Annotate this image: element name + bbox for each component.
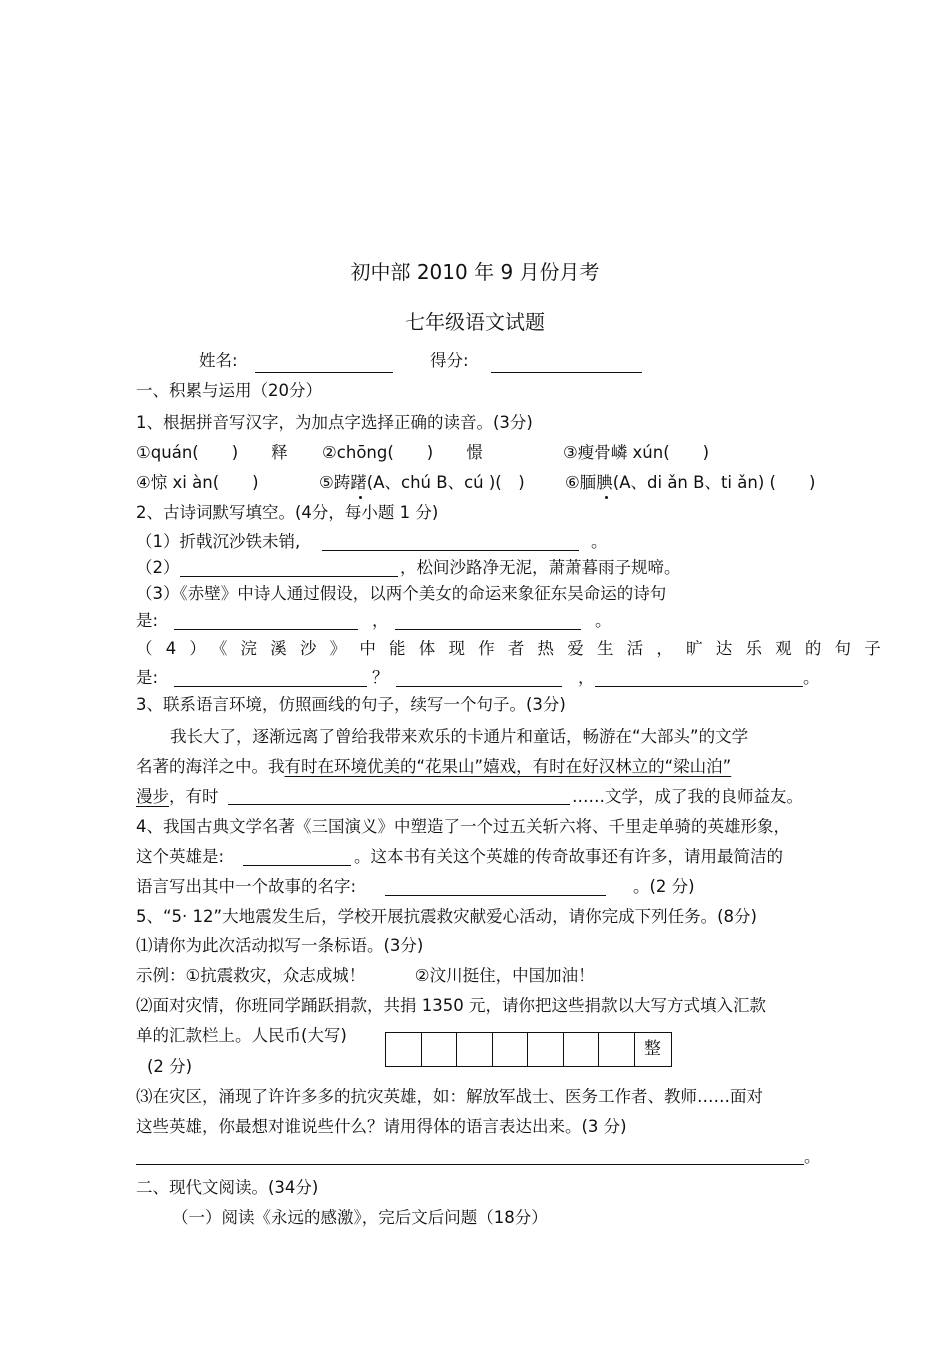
emphasis-dot	[605, 496, 608, 499]
q1-item-2: ②chōng( ) 憬	[322, 443, 483, 462]
emphasis-dot	[359, 496, 362, 499]
part1-heading: 一、积累与运用（20分）	[136, 381, 322, 400]
q1-item-4: ④惊 xi àn( )	[136, 473, 259, 492]
q3-underlined-model-end: 漫步	[136, 787, 169, 806]
q3-answer-blank[interactable]	[228, 803, 570, 805]
q2-s3-comma: ，	[372, 611, 389, 630]
q5-s3-line2: 这些英雄，你最想对谁说些什么？请用得体的语言表达出来。(3 分)	[136, 1117, 627, 1136]
amount-box[interactable]	[599, 1033, 635, 1066]
q3-passage-2	[136, 756, 731, 778]
q3-passage-2a: 名著的海洋之中。我	[136, 757, 285, 776]
q1-item-3: ③瘦骨嶙 xún( )	[563, 443, 710, 462]
q2-s2-prefix: （2）	[136, 558, 180, 577]
amount-box-zheng: 整	[644, 1039, 661, 1059]
q5-s2-points: (2 分)	[147, 1057, 193, 1076]
q2-s4-comma: ，	[578, 668, 595, 687]
part2-heading: 二、现代文阅读。(34分)	[136, 1178, 319, 1197]
q3-passage-1: 我长大了，逐渐远离了曾给我带来欢乐的卡通片和童话，畅游在“大部头”的文学	[170, 727, 749, 746]
q4-line1: 4、我国古典文学名著《三国演义》中塑造了一个过五关斩六将、千里走单骑的英雄形象，	[136, 817, 790, 836]
amount-box[interactable]	[528, 1033, 564, 1066]
name-field[interactable]	[255, 371, 393, 373]
part2-sub1: （一）阅读《永远的感激》，完后文后问题（18分）	[172, 1208, 548, 1227]
remittance-amount-boxes	[385, 1032, 672, 1067]
q4-line2a: 这个英雄是:	[136, 847, 225, 866]
q3-stem: 3、联系语言环境，仿照画线的句子，续写一个句子。(3分)	[136, 695, 566, 714]
q2-s1-prefix: （1）折戟沉沙铁未销,	[136, 532, 301, 551]
q4-line2b: 。这本书有关这个英雄的传奇故事还有许多，请用最简洁的	[354, 847, 783, 866]
q4-line3b: 。(2 分)	[633, 877, 695, 896]
q2-s1-blank[interactable]	[322, 549, 579, 551]
amount-box[interactable]	[422, 1033, 458, 1066]
q2-s3-prefix: 是:	[136, 611, 159, 630]
q2-s3-end: 。	[595, 611, 612, 630]
q1-item-5: ⑤踌躇(A、chú B、cú )( )	[319, 473, 525, 492]
q2-s4-question: ？	[372, 668, 389, 687]
q2-s1-end: 。	[591, 532, 608, 551]
q1-stem: 1、根据拼音写汉字，为加点字选择正确的读音。(3分)	[136, 413, 533, 432]
q5-s1: ⑴请你为此次活动拟写一条标语。(3分)	[136, 936, 424, 955]
q2-s4-prefix: 是:	[136, 668, 159, 687]
q2-s4-line1: （4）《浣溪沙》中能体现作者热爱生活，旷达乐观的句子	[136, 639, 894, 658]
q5-example: 示例：①抗震救灾，众志成城！ ②汶川挺住，中国加油！	[136, 966, 595, 985]
score-field[interactable]	[491, 371, 642, 373]
q5-s2-line1: ⑵面对灾情，你班同学踊跃捐款，共捐 1350 元，请你把这些捐款以大写方式填入汇款	[136, 996, 766, 1015]
q1-item-1: ①quán( ) 释	[136, 443, 288, 462]
q5-stem: 5、“5· 12”大地震发生后，学校开展抗震救灾献爱心活动，请你完成下列任务。(8分)	[136, 907, 757, 926]
exam-title: 初中部 2010 年 9 月份月考	[350, 260, 600, 284]
q4-story-blank[interactable]	[385, 894, 606, 896]
q2-s3-blank-1[interactable]	[174, 628, 358, 630]
q2-stem: 2、古诗词默写填空。(4分，每小题 1 分)	[136, 503, 439, 522]
q2-s3-line1: （3）《赤壁》中诗人通过假设，以两个美女的命运来象征东吴命运的诗句	[136, 584, 667, 603]
q2-s2-suffix: ，松间沙路净无泥，萧萧暮雨子规啼。	[400, 558, 681, 577]
q5-s2-line2: 单的汇款栏上。人民币(大写)	[136, 1026, 347, 1045]
q2-s2-blank[interactable]	[180, 575, 398, 577]
score-label: 得分:	[430, 351, 469, 370]
q3-passage-3c: ……文学，成了我的良师益友。	[572, 787, 803, 806]
q5-s3-end: 。	[804, 1147, 821, 1166]
q4-line3a: 语言写出其中一个故事的名字:	[136, 877, 357, 896]
q2-s4-end: 。	[803, 668, 820, 687]
q1-item-6: ⑥腼腆(A、di ǎn B、ti ǎn) ( )	[565, 473, 816, 492]
amount-box[interactable]	[564, 1033, 600, 1066]
q2-s4-blank-3[interactable]	[595, 685, 803, 687]
q3-underlined-model: 有时在环境优美的“花果山”嬉戏，有时在好汉林立的“梁山泊”	[284, 757, 732, 776]
amount-box[interactable]	[457, 1033, 493, 1066]
amount-box[interactable]	[493, 1033, 529, 1066]
q2-s4-blank-2[interactable]	[396, 685, 562, 687]
q4-hero-blank[interactable]	[243, 864, 351, 866]
q2-s4-blank-1[interactable]	[174, 685, 367, 687]
q5-s3-line1: ⑶在灾区，涌现了许许多多的抗灾英雄，如：解放军战士、医务工作者、教师……面对	[136, 1087, 763, 1106]
amount-box[interactable]	[386, 1033, 422, 1066]
q3-passage-3b: ，有时	[169, 787, 219, 806]
q5-s3-answer-line[interactable]	[136, 1163, 804, 1165]
exam-subtitle: 七年级语文试题	[405, 310, 545, 334]
q3-passage-3	[136, 786, 219, 808]
q2-s3-blank-2[interactable]	[395, 628, 581, 630]
name-label: 姓名:	[199, 351, 238, 370]
